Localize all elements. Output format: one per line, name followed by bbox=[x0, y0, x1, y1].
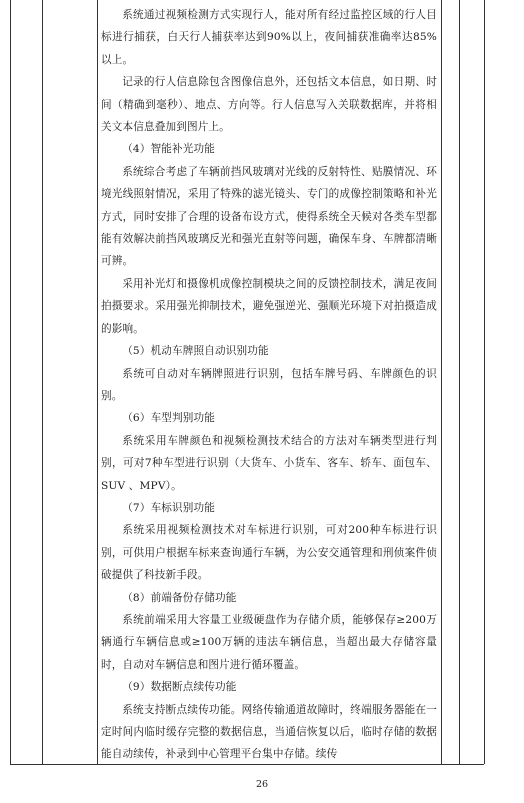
body-paragraph: 系统前端采用大容量工业级硬盘作为存储介质，能够保存≥200万辆通行车辆信息或≥100万辆的违法车辆信息，当超出最大存储容量时，自动对车辆信息和图片进行循环覆盖。 bbox=[101, 613, 437, 671]
table-border-left bbox=[10, 0, 11, 764]
section-heading: （9）数据断点续传功能 bbox=[122, 681, 237, 694]
body-paragraph: 系统可自动对车辆牌照进行识别，包括车牌号码、车牌颜色的识别。 bbox=[101, 367, 437, 402]
body-paragraph: 系统综合考虑了车辆前挡风玻璃对光线的反射特性、贴膜情况、环境光线照射情况，采用了特殊的滤光镜头、专门的成像控制策略和补光方式，同时安排了合理的设备布设方式，使得系统全天候对各类车型都能有效解决前挡风玻璃反光和强光直射等问题，确保车身、车牌都清晰可辨。 bbox=[101, 165, 437, 268]
body-paragraph: 系统支持断点续传功能。网络传输通道故障时，终端服务器能在一定时间内临时缓存完整的数据信息，当通信恢复以后，临时存储的数据能自动续传，补录到中心管理平台集中存储。续传 bbox=[101, 703, 437, 761]
body-paragraph: 记录的行人信息除包含图像信息外，还包括文本信息，如日期、时间（精确到毫秒）、地点、方向等。行人信息写入关联数据库，并将相关文本信息叠加到图片上。 bbox=[101, 76, 437, 134]
body-paragraph: 系统采用车牌颜色和视频检测技术结合的方法对车辆类型进行判别，可对7种车型进行识别（大货车、小货车、客车、轿车、面包车、SUV 、MPV）。 bbox=[101, 434, 437, 492]
body-paragraph: 系统通过视频检测方式实现行人，能对所有经过监控区域的行人目标进行捕获，白天行人捕获率达到90%以上，夜间捕获准确率达85%以上。 bbox=[101, 9, 437, 66]
section-heading: （8）前端备份存储功能 bbox=[122, 591, 237, 604]
table-column-divider bbox=[97, 0, 98, 764]
main-text-cell bbox=[101, 4, 437, 766]
body-paragraph: 系统采用视频检测技术对车标进行识别，可对200种车标进行识别，可供用户根据车标来查询通行车辆，为公安交通管理和刑侦案件侦破提供了科技新手段。 bbox=[101, 524, 437, 582]
table-column-divider bbox=[441, 0, 442, 764]
table-column-divider bbox=[459, 0, 460, 764]
section-heading: （6）车型判别功能 bbox=[122, 412, 216, 425]
section-heading: （7）车标识别功能 bbox=[122, 501, 216, 514]
section-heading: （5）机动车牌照自动识别功能 bbox=[122, 345, 269, 358]
page-number: 26 bbox=[255, 779, 269, 790]
section-heading: （4）智能补光功能 bbox=[122, 143, 216, 156]
table-border-right bbox=[484, 0, 485, 764]
body-paragraph: 采用补光灯和摄像机成像控制模块之间的反馈控制技术，满足夜间拍摄要求。采用强光抑制技术，避免强逆光、强顺光环境下对拍摄造成的影响。 bbox=[101, 277, 437, 335]
table-column-divider bbox=[42, 0, 43, 764]
